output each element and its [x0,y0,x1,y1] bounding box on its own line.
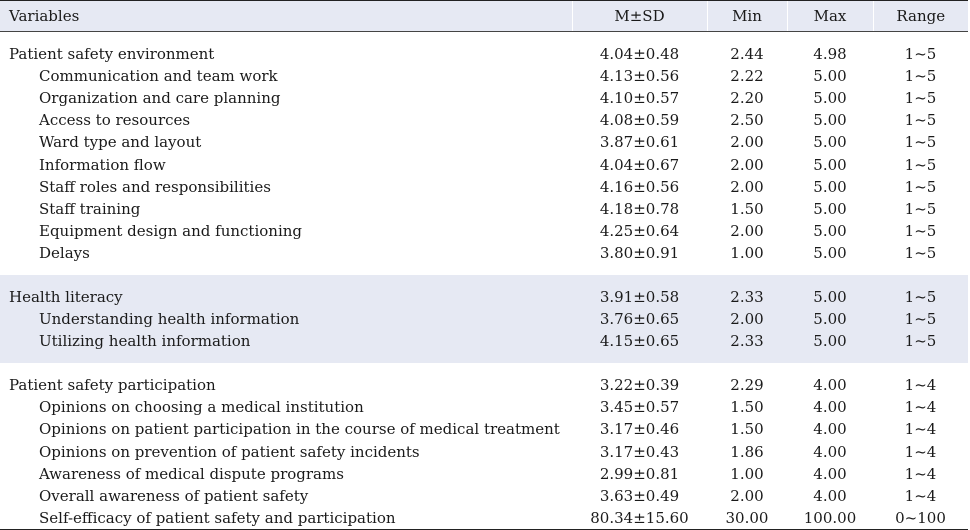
row-min: 2.00 [730,177,764,196]
row-range: 1~5 [904,133,937,152]
header-min: Min [707,1,787,32]
row-min: 2.00 [730,133,764,152]
row-max: 5.00 [813,111,847,130]
row-mean-sd: 4.08±0.59 [599,111,680,130]
row-range: 1~4 [904,486,937,505]
row-range: 1~5 [904,177,937,196]
spacer-row [0,275,968,286]
row-max: 5.00 [813,287,847,306]
row-range: 1~4 [904,376,937,395]
table-row [0,87,968,109]
row-label: Opinions on patient participation in the course of medical treatment [39,420,560,439]
row-min: 1.50 [730,420,764,439]
table-row [0,507,968,530]
row-max: 4.00 [813,486,847,505]
row-min: 1.00 [730,464,764,483]
row-label: Understanding health information [39,310,300,329]
row-max: 5.00 [813,332,847,351]
spacer-row [0,352,968,363]
table-row [0,286,968,308]
row-label: Communication and team work [39,67,278,86]
row-max: 5.00 [813,221,847,240]
row-range: 1~5 [904,45,937,64]
row-max: 4.00 [813,398,847,417]
spacer-row [0,363,968,374]
row-max: 5.00 [813,243,847,262]
row-max: 4.00 [813,464,847,483]
row-mean-sd: 4.25±0.64 [599,221,680,240]
table-header [0,1,968,32]
row-mean-sd: 3.91±0.58 [599,287,680,306]
row-label: Utilizing health information [39,332,251,351]
row-mean-sd: 3.76±0.65 [599,310,680,329]
table-row [0,242,968,264]
table-row [0,463,968,485]
row-max: 5.00 [813,67,847,86]
table-row [0,374,968,396]
row-min: 2.29 [730,376,764,395]
row-label: Delays [39,243,90,262]
row-range: 1~5 [904,89,937,108]
table-row [0,418,968,440]
row-mean-sd: 3.17±0.46 [599,420,680,439]
row-mean-sd: 4.10±0.57 [599,89,680,108]
row-min: 2.33 [730,332,764,351]
row-range: 1~5 [904,332,937,351]
table-row [0,198,968,220]
section-health-literacy [0,275,968,363]
table-row [0,109,968,131]
row-range: 1~5 [904,221,937,240]
row-range: 1~4 [904,464,937,483]
row-label: Patient safety environment [9,45,215,64]
row-mean-sd: 4.04±0.48 [599,45,680,64]
row-min: 2.22 [730,67,764,86]
row-min: 1.50 [730,199,764,218]
row-mean-sd: 3.17±0.43 [599,442,680,461]
table-row [0,65,968,87]
table-row [0,176,968,198]
row-mean-sd: 4.13±0.56 [599,67,680,86]
section-patient-safety-environment [0,32,968,275]
table-row [0,330,968,352]
row-range: 1~4 [904,398,937,417]
row-label: Patient safety participation [9,376,216,395]
row-max: 5.00 [813,310,847,329]
header-mean-sd: M±SD [572,1,707,32]
table-row [0,396,968,418]
row-min: 2.00 [730,486,764,505]
row-max: 4.00 [813,376,847,395]
row-max: 5.00 [813,155,847,174]
row-mean-sd: 4.16±0.56 [599,177,680,196]
row-label: Information flow [39,155,166,174]
row-max: 5.00 [813,177,847,196]
header-range: Range [873,1,968,32]
table-row [0,485,968,507]
row-min: 1.00 [730,243,764,262]
row-mean-sd: 4.18±0.78 [599,199,680,218]
row-min: 2.20 [730,89,764,108]
row-mean-sd: 3.80±0.91 [599,243,680,262]
row-max: 4.98 [813,45,847,64]
table-row [0,441,968,463]
header-row [0,1,968,32]
row-min: 30.00 [707,507,787,530]
row-label: Health literacy [9,287,123,306]
table-row [0,308,968,330]
row-min: 2.00 [730,221,764,240]
row-min: 1.50 [730,398,764,417]
row-label: Opinions on prevention of patient safety incidents [39,442,420,461]
row-max: 4.00 [813,442,847,461]
row-label: Overall awareness of patient safety [39,486,309,505]
row-label: Staff roles and responsibilities [39,177,271,196]
row-range: 1~5 [904,243,937,262]
table-row [0,131,968,153]
row-range: 1~5 [904,111,937,130]
row-range: 1~4 [904,442,937,461]
row-mean-sd: 80.34±15.60 [572,507,707,530]
row-min: 1.86 [730,442,764,461]
row-max: 4.00 [813,420,847,439]
row-mean-sd: 4.04±0.67 [599,155,680,174]
header-max: Max [787,1,873,32]
row-range: 0~100 [873,507,968,530]
row-range: 1~5 [904,155,937,174]
spacer-row [0,32,968,44]
table-row [0,43,968,65]
row-label: Equipment design and functioning [39,221,302,240]
row-label: Organization and care planning [39,89,281,108]
row-max: 5.00 [813,133,847,152]
row-max: 5.00 [813,199,847,218]
table-row [0,220,968,242]
header-variables: Variables [0,1,572,32]
row-mean-sd: 3.87±0.61 [599,133,680,152]
row-mean-sd: 4.15±0.65 [599,332,680,351]
row-min: 2.00 [730,310,764,329]
row-min: 2.50 [730,111,764,130]
row-range: 1~5 [904,199,937,218]
row-range: 1~5 [904,310,937,329]
row-label: Awareness of medical dispute programs [39,464,344,483]
row-max: 100.00 [787,507,873,530]
row-range: 1~5 [904,67,937,86]
row-label: Access to resources [39,111,191,130]
row-mean-sd: 3.63±0.49 [599,486,680,505]
row-max: 5.00 [813,89,847,108]
row-mean-sd: 3.22±0.39 [599,376,680,395]
table-row [0,153,968,175]
spacer-row [0,264,968,275]
row-label: Ward type and layout [39,133,202,152]
row-min: 2.00 [730,155,764,174]
row-range: 1~4 [904,420,937,439]
row-label: Staff training [39,199,141,218]
row-label: Self-efficacy of patient safety and participation [0,507,572,530]
section-patient-safety-participation [0,363,968,529]
row-range: 1~5 [904,287,937,306]
row-mean-sd: 3.45±0.57 [599,398,680,417]
row-min: 2.33 [730,287,764,306]
row-label: Opinions on choosing a medical institution [39,398,364,417]
row-mean-sd: 2.99±0.81 [599,464,680,483]
row-min: 2.44 [730,45,764,64]
